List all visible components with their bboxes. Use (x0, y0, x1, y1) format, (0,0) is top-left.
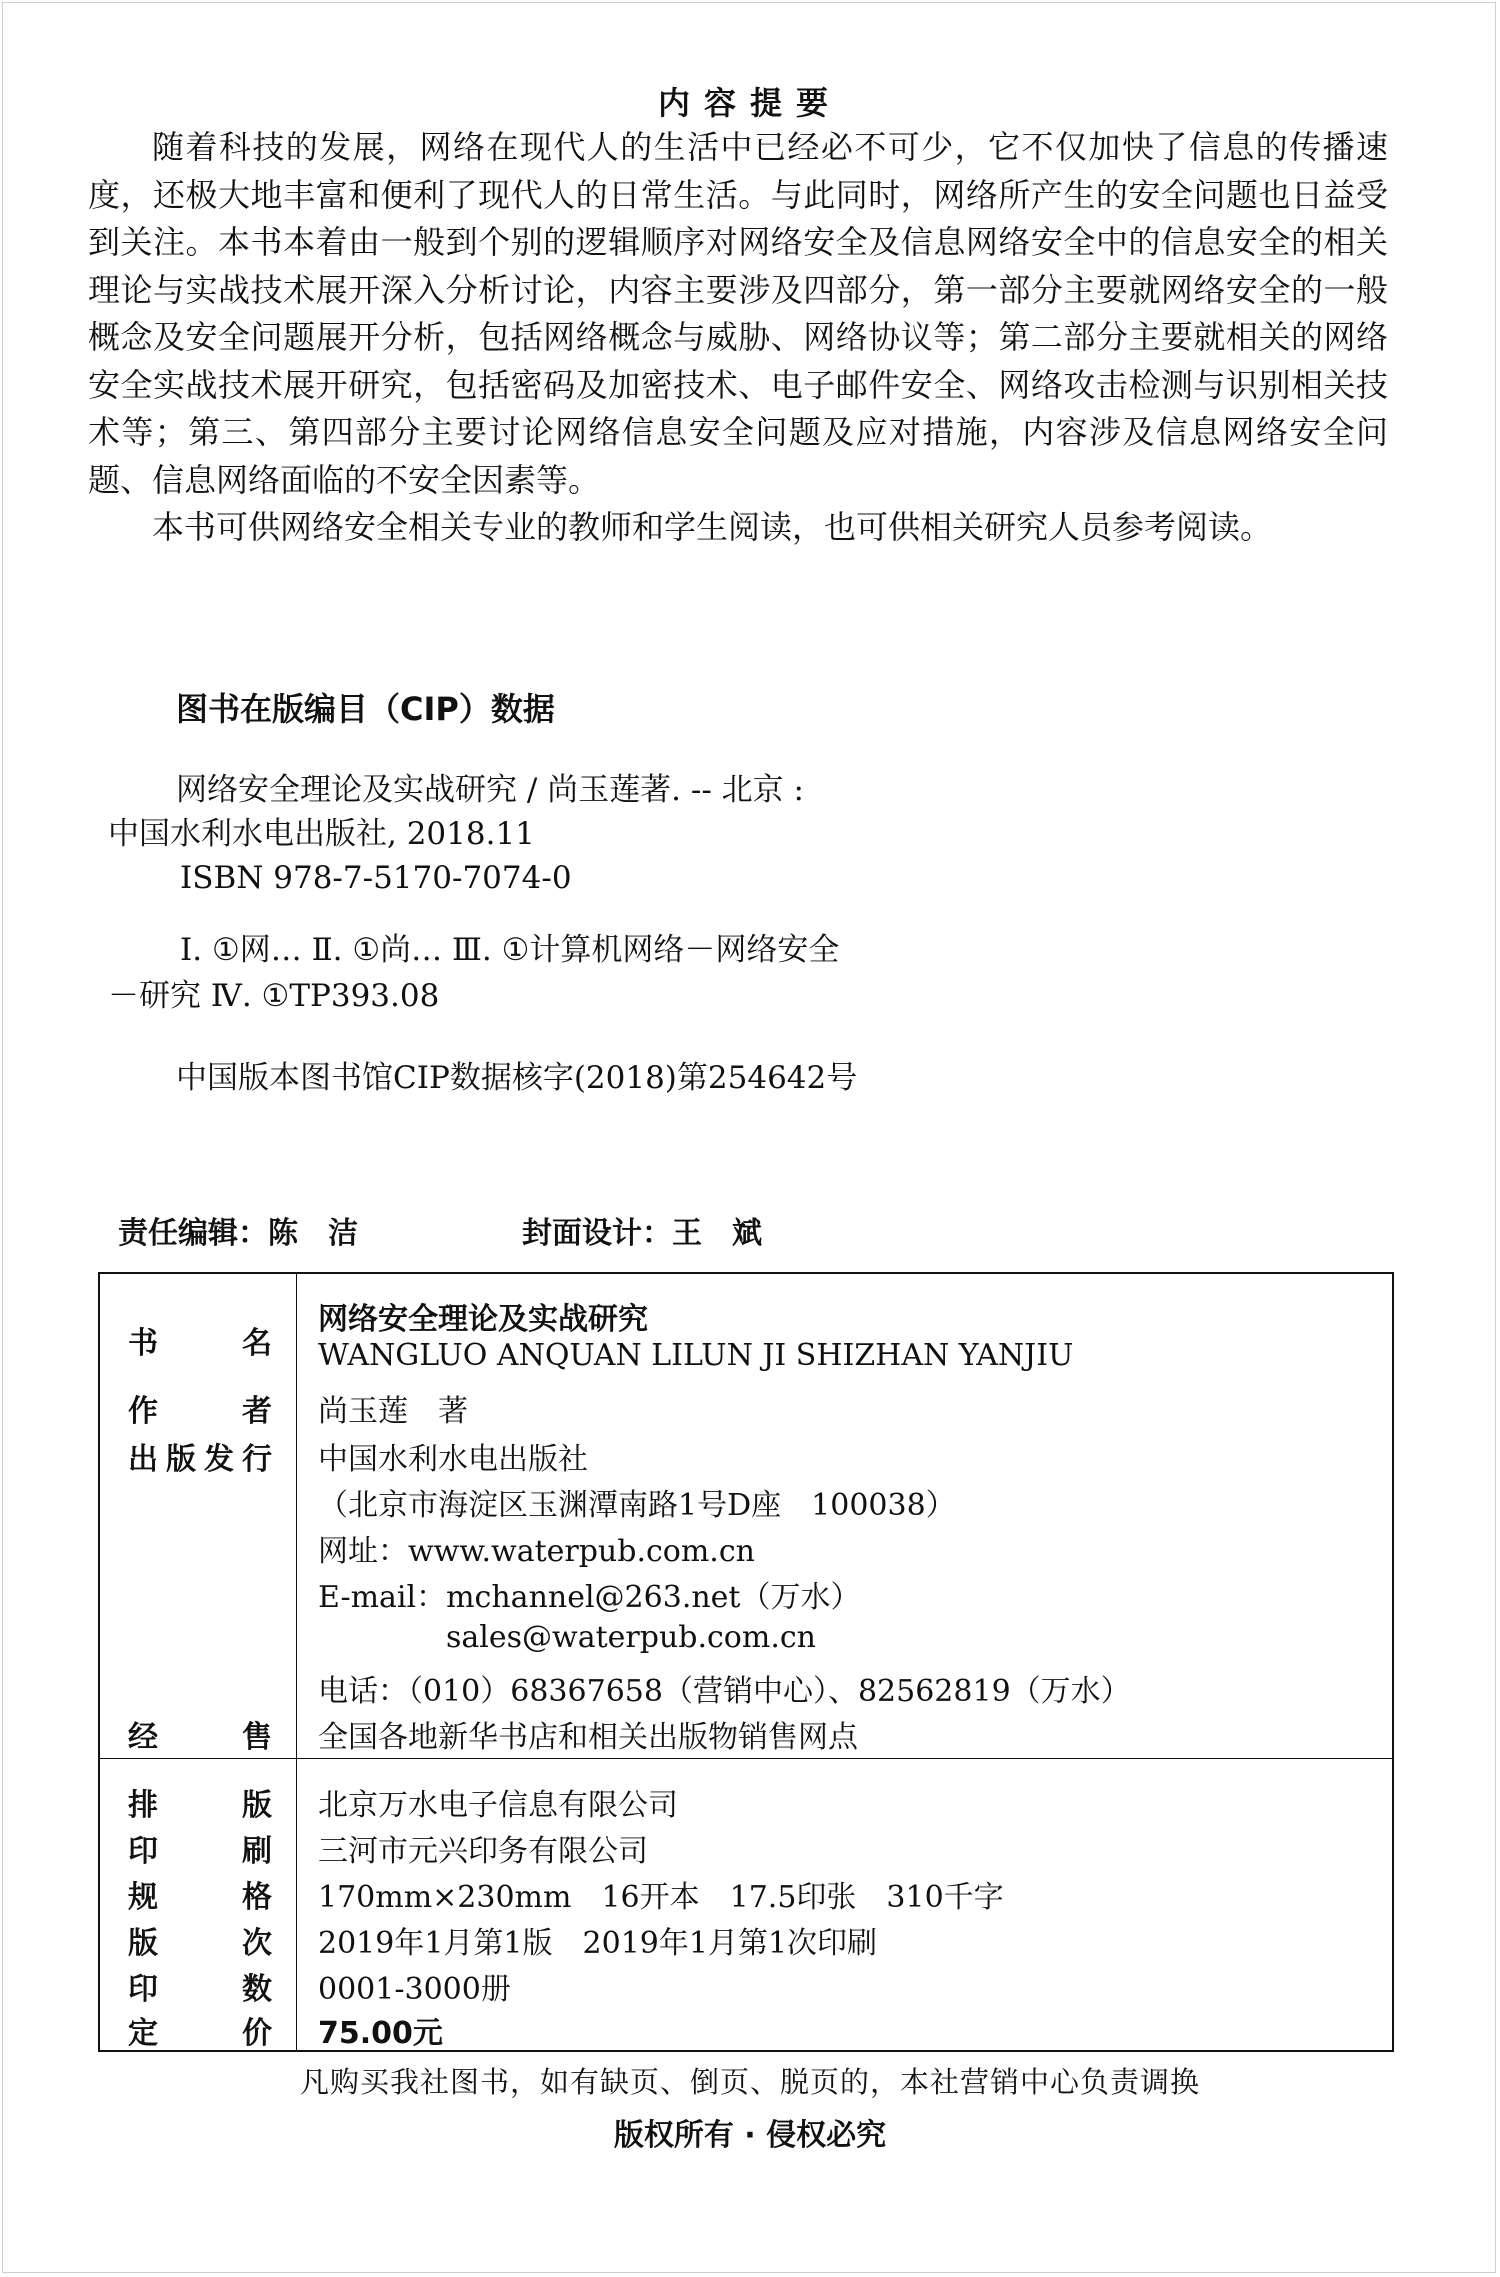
cip-title-line: 网络安全理论及实战研究 / 尚玉莲著. -- 北京 : (176, 772, 804, 808)
cip-heading: 图书在版编目（CIP）数据 (176, 690, 555, 728)
summary-paragraph: 本书可供网络安全相关专业的教师和学生阅读，也可供相关研究人员参考阅读。 (152, 508, 1273, 546)
label-author: 作者 (128, 1394, 272, 1429)
summary-text (88, 124, 1388, 552)
value-email-sales: sales@waterpub.com.cn (446, 1620, 816, 1655)
designer-credit: 封面设计：王 斌 (522, 1216, 762, 1251)
label-sales: 经售 (128, 1720, 272, 1755)
value-typeset: 北京万水电子信息有限公司 (318, 1788, 678, 1823)
summary-title: 内容提要 (657, 84, 842, 122)
value-edition: 2019年1月第1版 2019年1月第1次印刷 (318, 1926, 878, 1961)
value-print: 三河市元兴印务有限公司 (318, 1834, 648, 1869)
value-address: （北京市海淀区玉渊潭南路1号D座 100038） (318, 1488, 956, 1523)
value-phone: 电话：（010）68367658（营销中心）、82562819（万水） (318, 1674, 1131, 1709)
cip-classification (108, 927, 839, 1019)
publication-info-table (98, 1272, 1394, 2052)
cip-publisher-line: 中国水利水电出版社, 2018.11 (108, 816, 535, 852)
value-website: 网址：www.waterpub.com.cn (318, 1534, 755, 1569)
cip-class-line: Ⅰ. ①网… Ⅱ. ①尚… Ⅲ. ①计算机网络－网络安全 (180, 932, 840, 968)
label-price: 定价 (128, 2016, 272, 2051)
label-edition: 版次 (128, 1926, 272, 1961)
value-print-count: 0001-3000册 (318, 1972, 511, 2007)
cip-record (108, 768, 804, 900)
replacement-notice: 凡购买我社图书，如有缺页、倒页、脱页的，本社营销中心负责调换 (299, 2065, 1200, 2099)
label-spec: 规格 (128, 1880, 272, 1915)
copyright-notice: 版权所有 · 侵权必究 (613, 2118, 887, 2153)
label-print: 印刷 (128, 1834, 272, 1869)
cip-isbn-line: ISBN 978-7-5170-7074-0 (180, 860, 572, 896)
value-price: 75.00元 (318, 2016, 443, 2051)
credits (118, 1208, 762, 1252)
value-sales: 全国各地新华书店和相关出版物销售网点 (318, 1720, 858, 1755)
label-print-count: 印数 (128, 1972, 272, 2007)
value-publisher: 中国水利水电出版社 (318, 1442, 588, 1477)
value-book-pinyin: WANGLUO ANQUAN LILUN JI SHIZHAN YANJIU (318, 1338, 1074, 1373)
editor-credit: 责任编辑：陈 洁 (118, 1216, 358, 1251)
table-divider-vertical (296, 1274, 297, 2050)
value-email: E-mail：mchannel@263.net（万水） (318, 1580, 861, 1615)
summary-paragraph: 随着科技的发展，网络在现代人的生活中已经必不可少，它不仅加快了信息的传播速度，还极大地丰富和便利了现代人的日常生活。与此同时，网络所产生的安全问题也日益受到关注。本书本着由一般到个别的逻辑顺序对网络安全及信息网络安全中的信息安全的相关理论与实战技术展开深入分析讨论，内容主要涉及四部分，第一部分主要就网络安全的一般概念及安全问题展开分析，包括网络概念与威胁、网络协议等；第二部分主要就相关的网络安全实战技术展开研究，包括密码及加密技术、电子邮件安全、网络攻击检测与识别相关技术等；第三、第四部分主要讨论网络信息安全问题及应对措施，内容涉及信息网络安全问题、信息网络面临的不安全因素等。 (88, 128, 1388, 499)
value-author: 尚玉莲 著 (318, 1394, 468, 1429)
label-book-name: 书名 (128, 1326, 272, 1361)
cip-check-number: 中国版本图书馆CIP数据核字(2018)第254642号 (176, 1060, 858, 1096)
cip-class-line: －研究 Ⅳ. ①TP393.08 (108, 978, 440, 1014)
table-divider-horizontal (100, 1758, 1392, 1759)
label-typeset: 排版 (128, 1788, 272, 1823)
label-publisher: 出版发行 (128, 1442, 272, 1477)
value-book-name: 网络安全理论及实战研究 (318, 1302, 648, 1337)
value-spec: 170mm×230mm 16开本 17.5印张 310千字 (318, 1880, 1004, 1915)
